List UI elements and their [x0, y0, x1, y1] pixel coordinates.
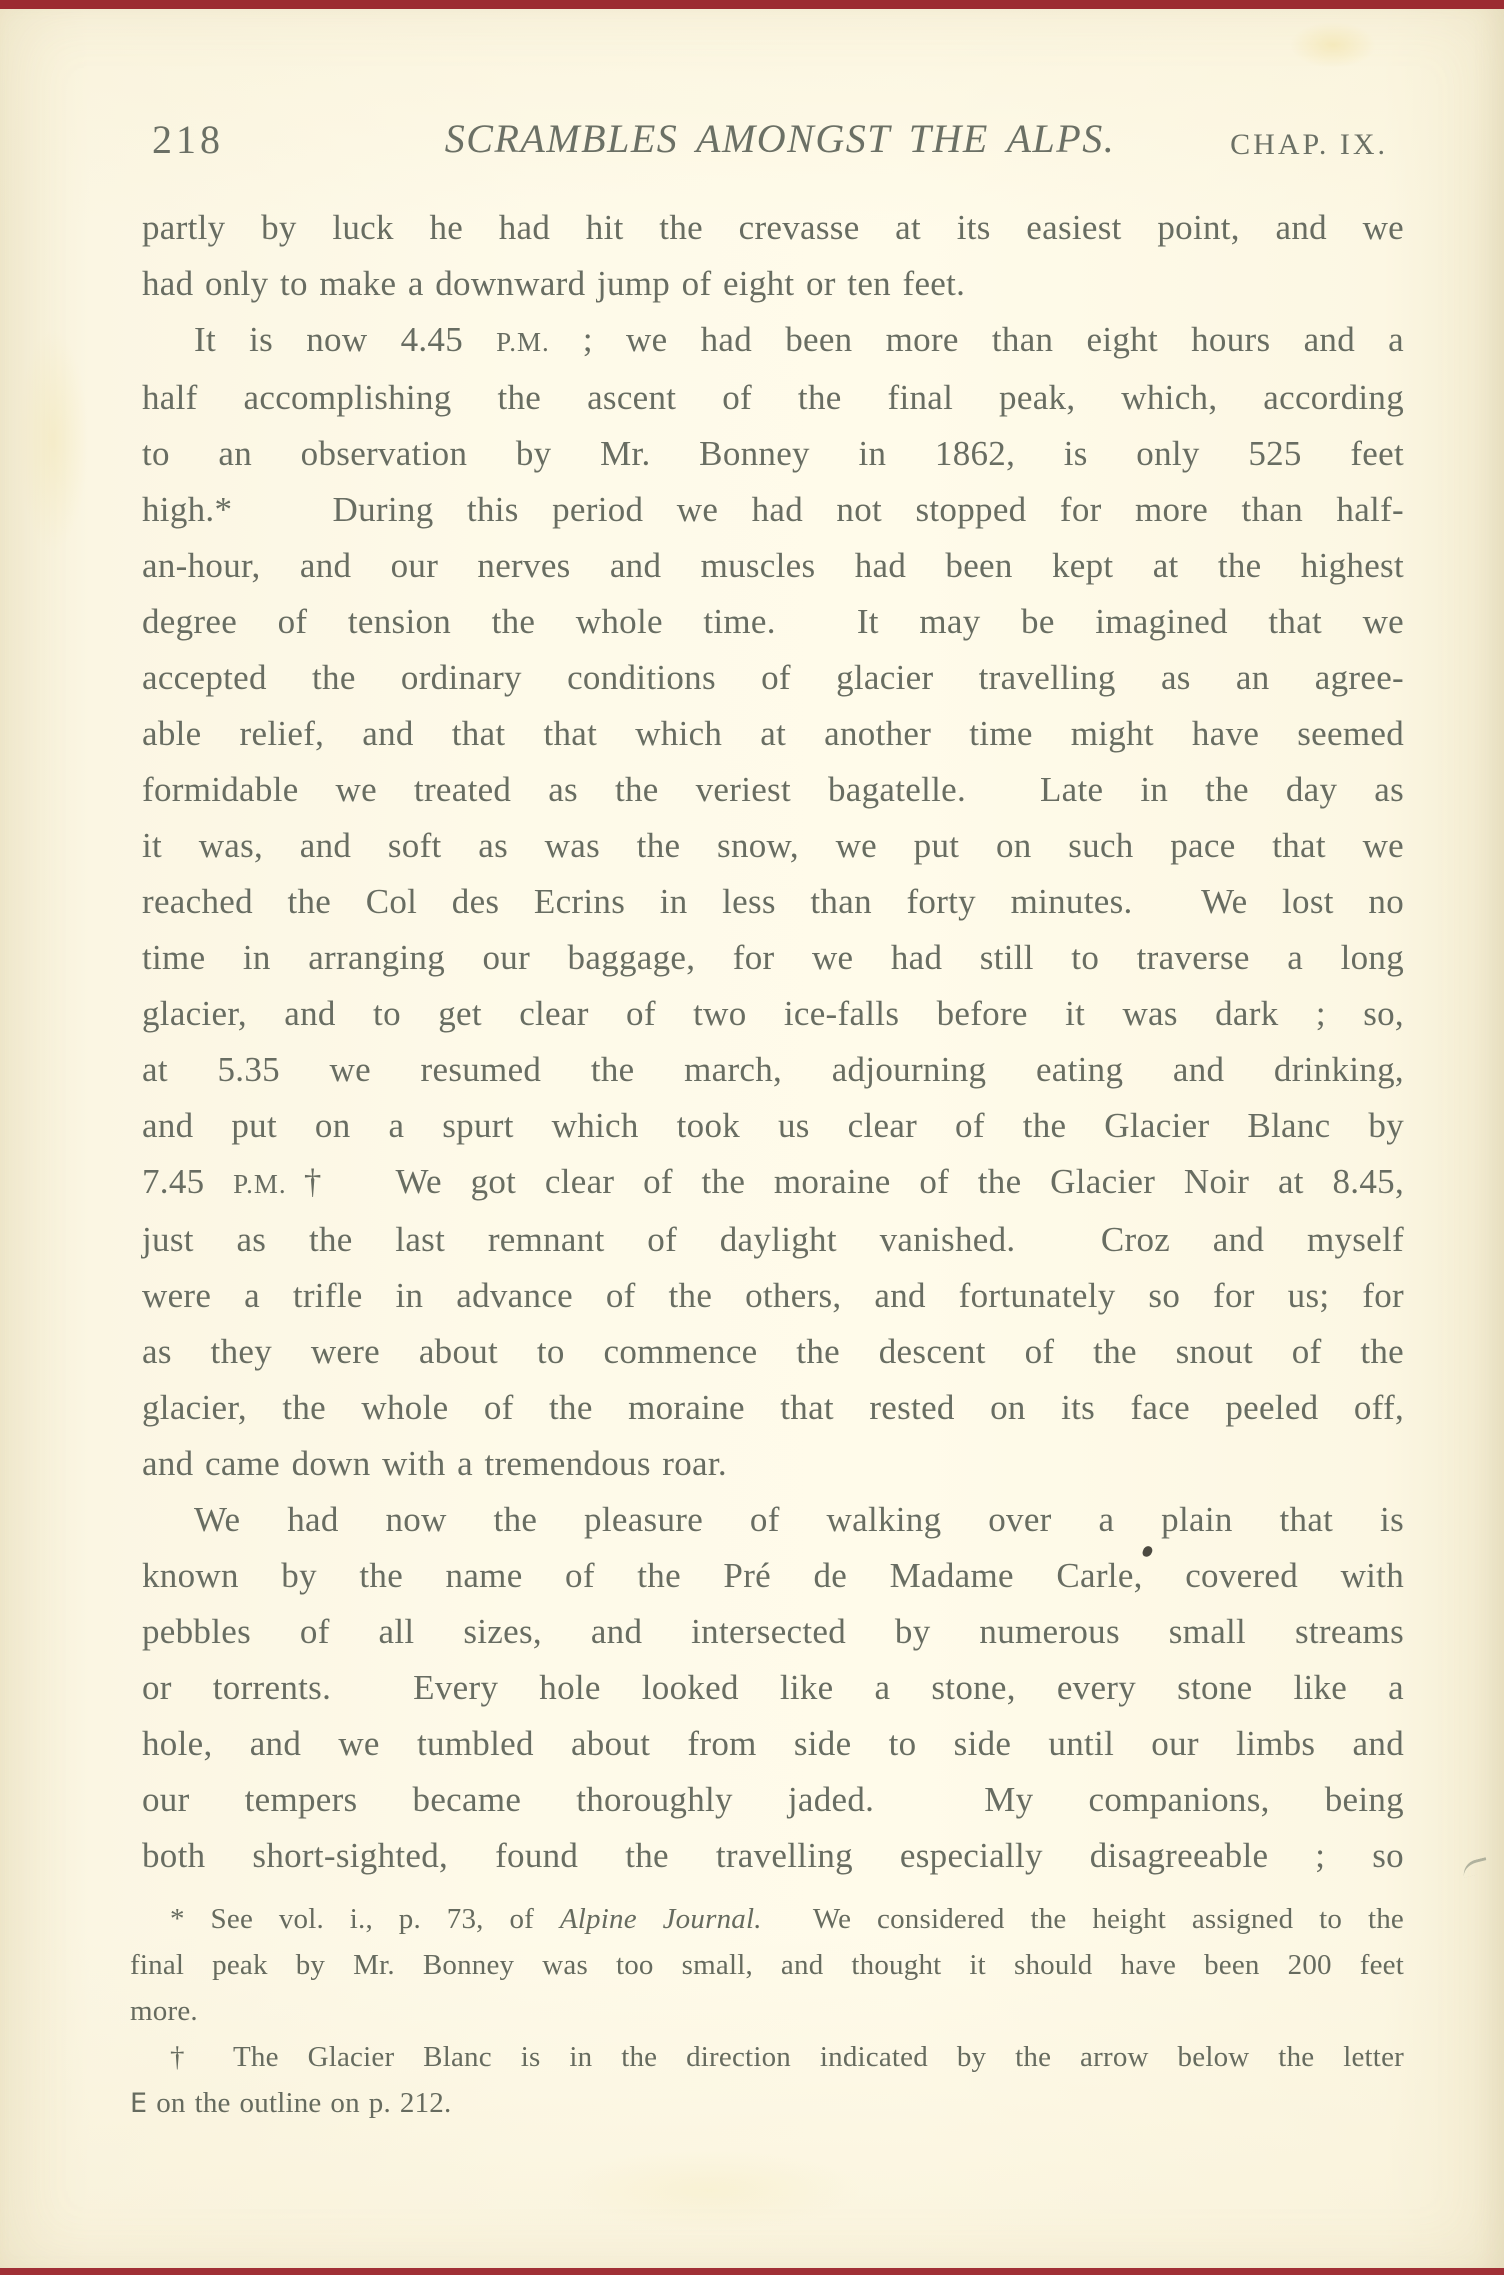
body-text-line: formidable we treated as the veriest bagatelle. Late in the day as: [142, 770, 1404, 809]
footnote-line: final peak by Mr. Bonney was too small, and thought it should have been 200 feet: [130, 1949, 1404, 1981]
body-text-line: accepted the ordinary conditions of glacier travelling as an agree-: [142, 658, 1404, 697]
body-text-line: high.* During this period we had not stopped for more than half-: [142, 490, 1404, 529]
body-text-line: or torrents. Every hole looked like a stone, every stone like a: [142, 1668, 1404, 1707]
body-text: [142, 200, 1404, 1884]
paper-foxing-spot: [18, 330, 88, 550]
body-text-line: at 5.35 we resumed the march, adjourning eating and drinking,: [142, 1050, 1404, 1089]
page-number: 218: [152, 117, 224, 162]
body-text-line: glacier, the whole of the moraine that rested on its face peeled off,: [142, 1388, 1404, 1427]
small-caps-text: P.M.: [496, 327, 550, 357]
body-text-line: 7.45 P.M.† We got clear of the moraine of the Glacier Noir at 8.45,: [142, 1162, 1405, 1201]
body-text-line: We had now the pleasure of walking over a plain that is: [194, 1500, 1404, 1539]
body-text-line: half accomplishing the ascent of the final peak, which, according: [142, 378, 1404, 417]
body-text-line: degree of tension the whole time. It may be imagined that we: [142, 602, 1404, 641]
body-text-line: It is now 4.45 P.M. ; we had been more than eight hours and a: [194, 320, 1404, 359]
body-text-line: both short-sighted, found the travelling especially disagreeable ; so: [142, 1836, 1404, 1875]
body-text-line: pebbles of all sizes, and intersected by numerous small streams: [142, 1612, 1404, 1651]
scan-edge-bar-top: [0, 0, 1504, 9]
body-text-line: hole, and we tumbled about from side to side until our limbs and: [142, 1724, 1404, 1763]
chapter-label: CHAP. IX.: [1230, 128, 1388, 161]
body-text-line: it was, and soft as was the snow, we put on such pace that we: [142, 826, 1404, 865]
paper-foxing-spot: [1290, 22, 1376, 68]
footnote-line: more.: [130, 1995, 198, 2027]
body-text-line: an-hour, and our nerves and muscles had been kept at the highest: [142, 546, 1404, 585]
body-text-line: our tempers became thoroughly jaded. My companions, being: [142, 1780, 1404, 1819]
body-text-line: to an observation by Mr. Bonney in 1862, is only 525 feet: [142, 434, 1404, 473]
body-text-line: time in arranging our baggage, for we had still to traverse a long: [142, 938, 1404, 977]
footnote-line: E on the outline on p. 212.: [130, 2087, 452, 2119]
body-text-line: as they were about to commence the descent of the snout of the: [142, 1332, 1404, 1371]
body-text-line: were a trifle in advance of the others, and fortunately so for us; for: [142, 1276, 1404, 1315]
running-title: SCRAMBLES AMONGST THE ALPS.: [444, 116, 1116, 161]
paper-foxing-spot: [560, 2150, 860, 2230]
sans-letter: E: [130, 2088, 148, 2119]
body-text-line: had only to make a downward jump of eight or ten feet.: [142, 264, 966, 303]
footnotes: [130, 1896, 1404, 2127]
footnote-line: † The Glacier Blanc is in the direction indicated by the arrow below the letter: [170, 2041, 1404, 2073]
footnote-line: * See vol. i., p. 73, of Alpine Journal. We considered the height assigned to the: [170, 1903, 1404, 1935]
body-text-line: and put on a spurt which took us clear of the Glacier Blanc by: [142, 1106, 1404, 1145]
scan-edge-bar-bottom: [0, 2268, 1504, 2275]
body-text-line: known by the name of the Pré de Madame Carle, covered with: [142, 1556, 1404, 1595]
body-text-line: just as the last remnant of daylight vanished. Croz and myself: [142, 1220, 1404, 1259]
body-text-line: able relief, and that that which at another time might have seemed: [142, 714, 1404, 753]
italic-text: Alpine Journal.: [559, 1903, 762, 1935]
body-text-line: glacier, and to get clear of two ice-falls before it was dark ; so,: [142, 994, 1404, 1033]
body-text-line: partly by luck he had hit the crevasse at its easiest point, and we: [142, 208, 1404, 247]
small-caps-text: P.M.: [233, 1169, 287, 1199]
body-text-line: reached the Col des Ecrins in less than forty minutes. We lost no: [142, 882, 1404, 921]
margin-squiggle-artifact: [1461, 1857, 1490, 1878]
body-text-line: and came down with a tremendous roar.: [142, 1444, 727, 1483]
